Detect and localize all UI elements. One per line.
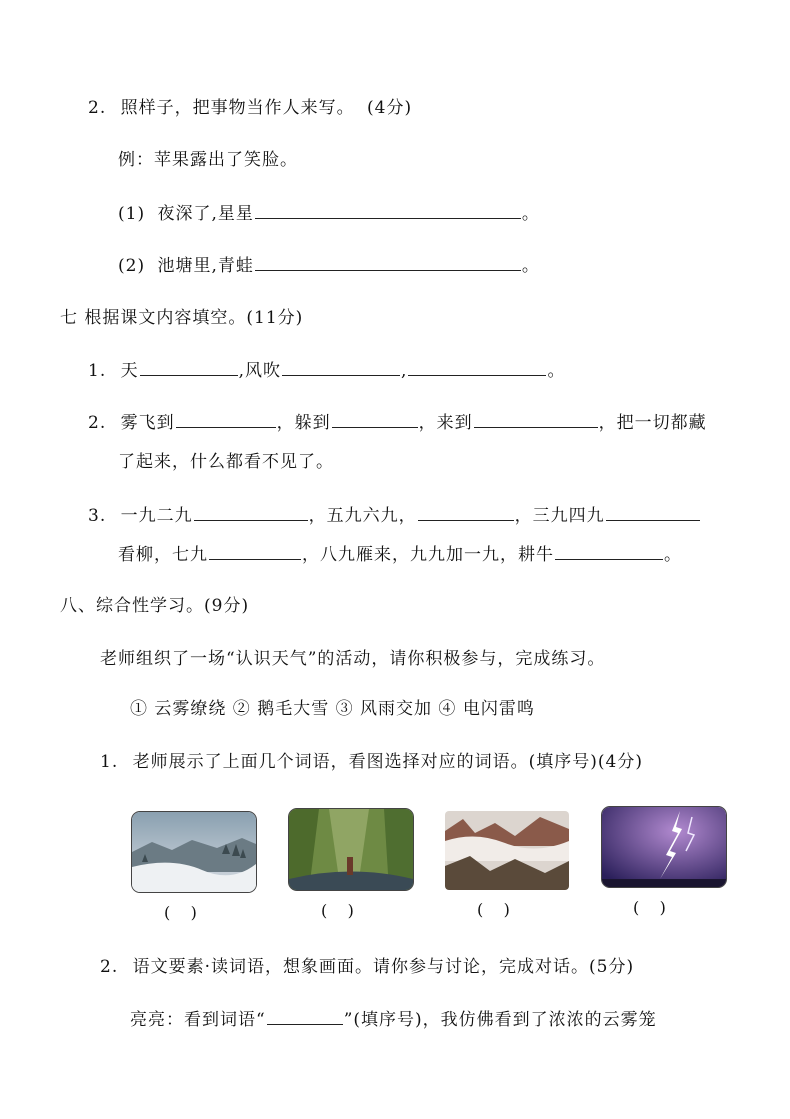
s6-item-1 (118, 201, 540, 226)
item-1-number: (1) (118, 204, 146, 224)
s8-q2-number: 2. (100, 957, 119, 977)
s7-q2 (88, 410, 707, 435)
s7-q1-p3: , (401, 361, 408, 381)
s7-q2-p2: ，躲到 (276, 413, 331, 433)
s7-q2-p4: ，把一切都藏 (598, 413, 707, 433)
answer-slot-4[interactable]: ( ) (633, 898, 666, 917)
s8-dialogue (130, 1007, 657, 1032)
s7-q1-p1: 天 (120, 361, 139, 381)
item-1-blank[interactable] (255, 201, 521, 219)
s6-q2-line (88, 96, 412, 120)
s7-q3-p3: ，三九四九 (514, 506, 605, 526)
s7-q1 (88, 358, 565, 383)
s7-title: 七 根据课文内容填空。(11分) (60, 308, 304, 328)
s7-q3-blank-3[interactable] (606, 503, 700, 521)
s6-example: 例：苹果露出了笑脸。 (118, 150, 298, 170)
s7-q3-l2-p3: 。 (664, 545, 682, 565)
s7-q2-blank-2[interactable] (332, 410, 418, 428)
s7-q2-p1: 雾飞到 (120, 413, 175, 433)
s7-q1-p2: ,风吹 (238, 361, 282, 381)
item-2-blank[interactable] (255, 253, 521, 271)
lightning-storm-image (601, 806, 727, 888)
s7-q1-number: 1. (88, 361, 107, 381)
s7-q2-blank-1[interactable] (176, 410, 276, 428)
misty-mountain-image (445, 811, 569, 890)
s7-q3 (88, 503, 701, 528)
item-2-number: (2) (118, 256, 146, 276)
s6-item-2 (118, 253, 540, 278)
dialogue-blank[interactable] (267, 1007, 343, 1025)
s8-q1-text: 老师展示了上面几个词语，看图选择对应的词语。(填序号)(4分) (132, 752, 643, 772)
s6-q2-number: 2. (88, 98, 107, 118)
s7-q1-blank-2[interactable] (282, 358, 400, 376)
s7-q1-blank-3[interactable] (408, 358, 546, 376)
s7-q2-line-2: 了起来，什么都看不见了。 (118, 452, 334, 472)
dialogue-part-1: 亮亮：看到词语“ (130, 1010, 266, 1030)
s7-q3-p1: 一九二九 (120, 506, 193, 526)
s7-q1-p4: 。 (547, 361, 566, 381)
s7-q2-blank-3[interactable] (474, 410, 598, 428)
s7-q3-l2-p2: ，八九雁来，九九加一九，耕牛 (302, 545, 554, 565)
s7-q2-p3: ，来到 (418, 413, 473, 433)
answer-slot-2[interactable]: ( ) (321, 901, 354, 920)
s6-q2-score: (4分) (367, 98, 413, 118)
s7-q3-blank-5[interactable] (555, 542, 663, 560)
dialogue-part-2: ”(填序号)，我仿佛看到了浓浓的云雾笼 (343, 1010, 657, 1030)
answer-slot-1[interactable]: ( ) (164, 903, 197, 922)
snowy-landscape-image (131, 811, 257, 893)
s7-q3-p2: ，五九六九， (308, 506, 417, 526)
s7-q3-l2-p1: 看柳，七九 (118, 545, 208, 565)
s8-q2-text: 语文要素·读词语，想象画面。请你参与讨论，完成对话。(5分) (132, 957, 635, 977)
s8-title: 八、综合性学习。(9分) (60, 596, 250, 616)
item-2-end: 。 (521, 256, 540, 276)
s7-q3-blank-2[interactable] (418, 503, 514, 521)
item-1-end: 。 (521, 204, 540, 224)
s7-q3-blank-4[interactable] (209, 542, 301, 560)
item-1-text: 夜深了,星星 (157, 204, 254, 224)
s8-q1-number: 1. (100, 752, 119, 772)
s7-q3-number: 3. (88, 506, 107, 526)
s8-options: ① 云雾缭绕 ② 鹅毛大雪 ③ 风雨交加 ④ 电闪雷鸣 (130, 699, 535, 719)
answer-slot-3[interactable]: ( ) (477, 900, 510, 919)
s8-intro: 老师组织了一场“认识天气”的活动，请你积极参与，完成练习。 (100, 649, 606, 669)
s6-q2-text: 照样子，把事物当作人来写。 (120, 98, 355, 118)
item-2-text: 池塘里,青蛙 (157, 256, 254, 276)
s8-q2 (100, 955, 634, 979)
forest-path-image (288, 808, 414, 891)
s8-q1 (100, 750, 643, 774)
s7-q2-number: 2. (88, 413, 107, 433)
s7-q3-blank-1[interactable] (194, 503, 308, 521)
s7-q1-blank-1[interactable] (140, 358, 238, 376)
s7-q3-line-2 (118, 542, 682, 567)
